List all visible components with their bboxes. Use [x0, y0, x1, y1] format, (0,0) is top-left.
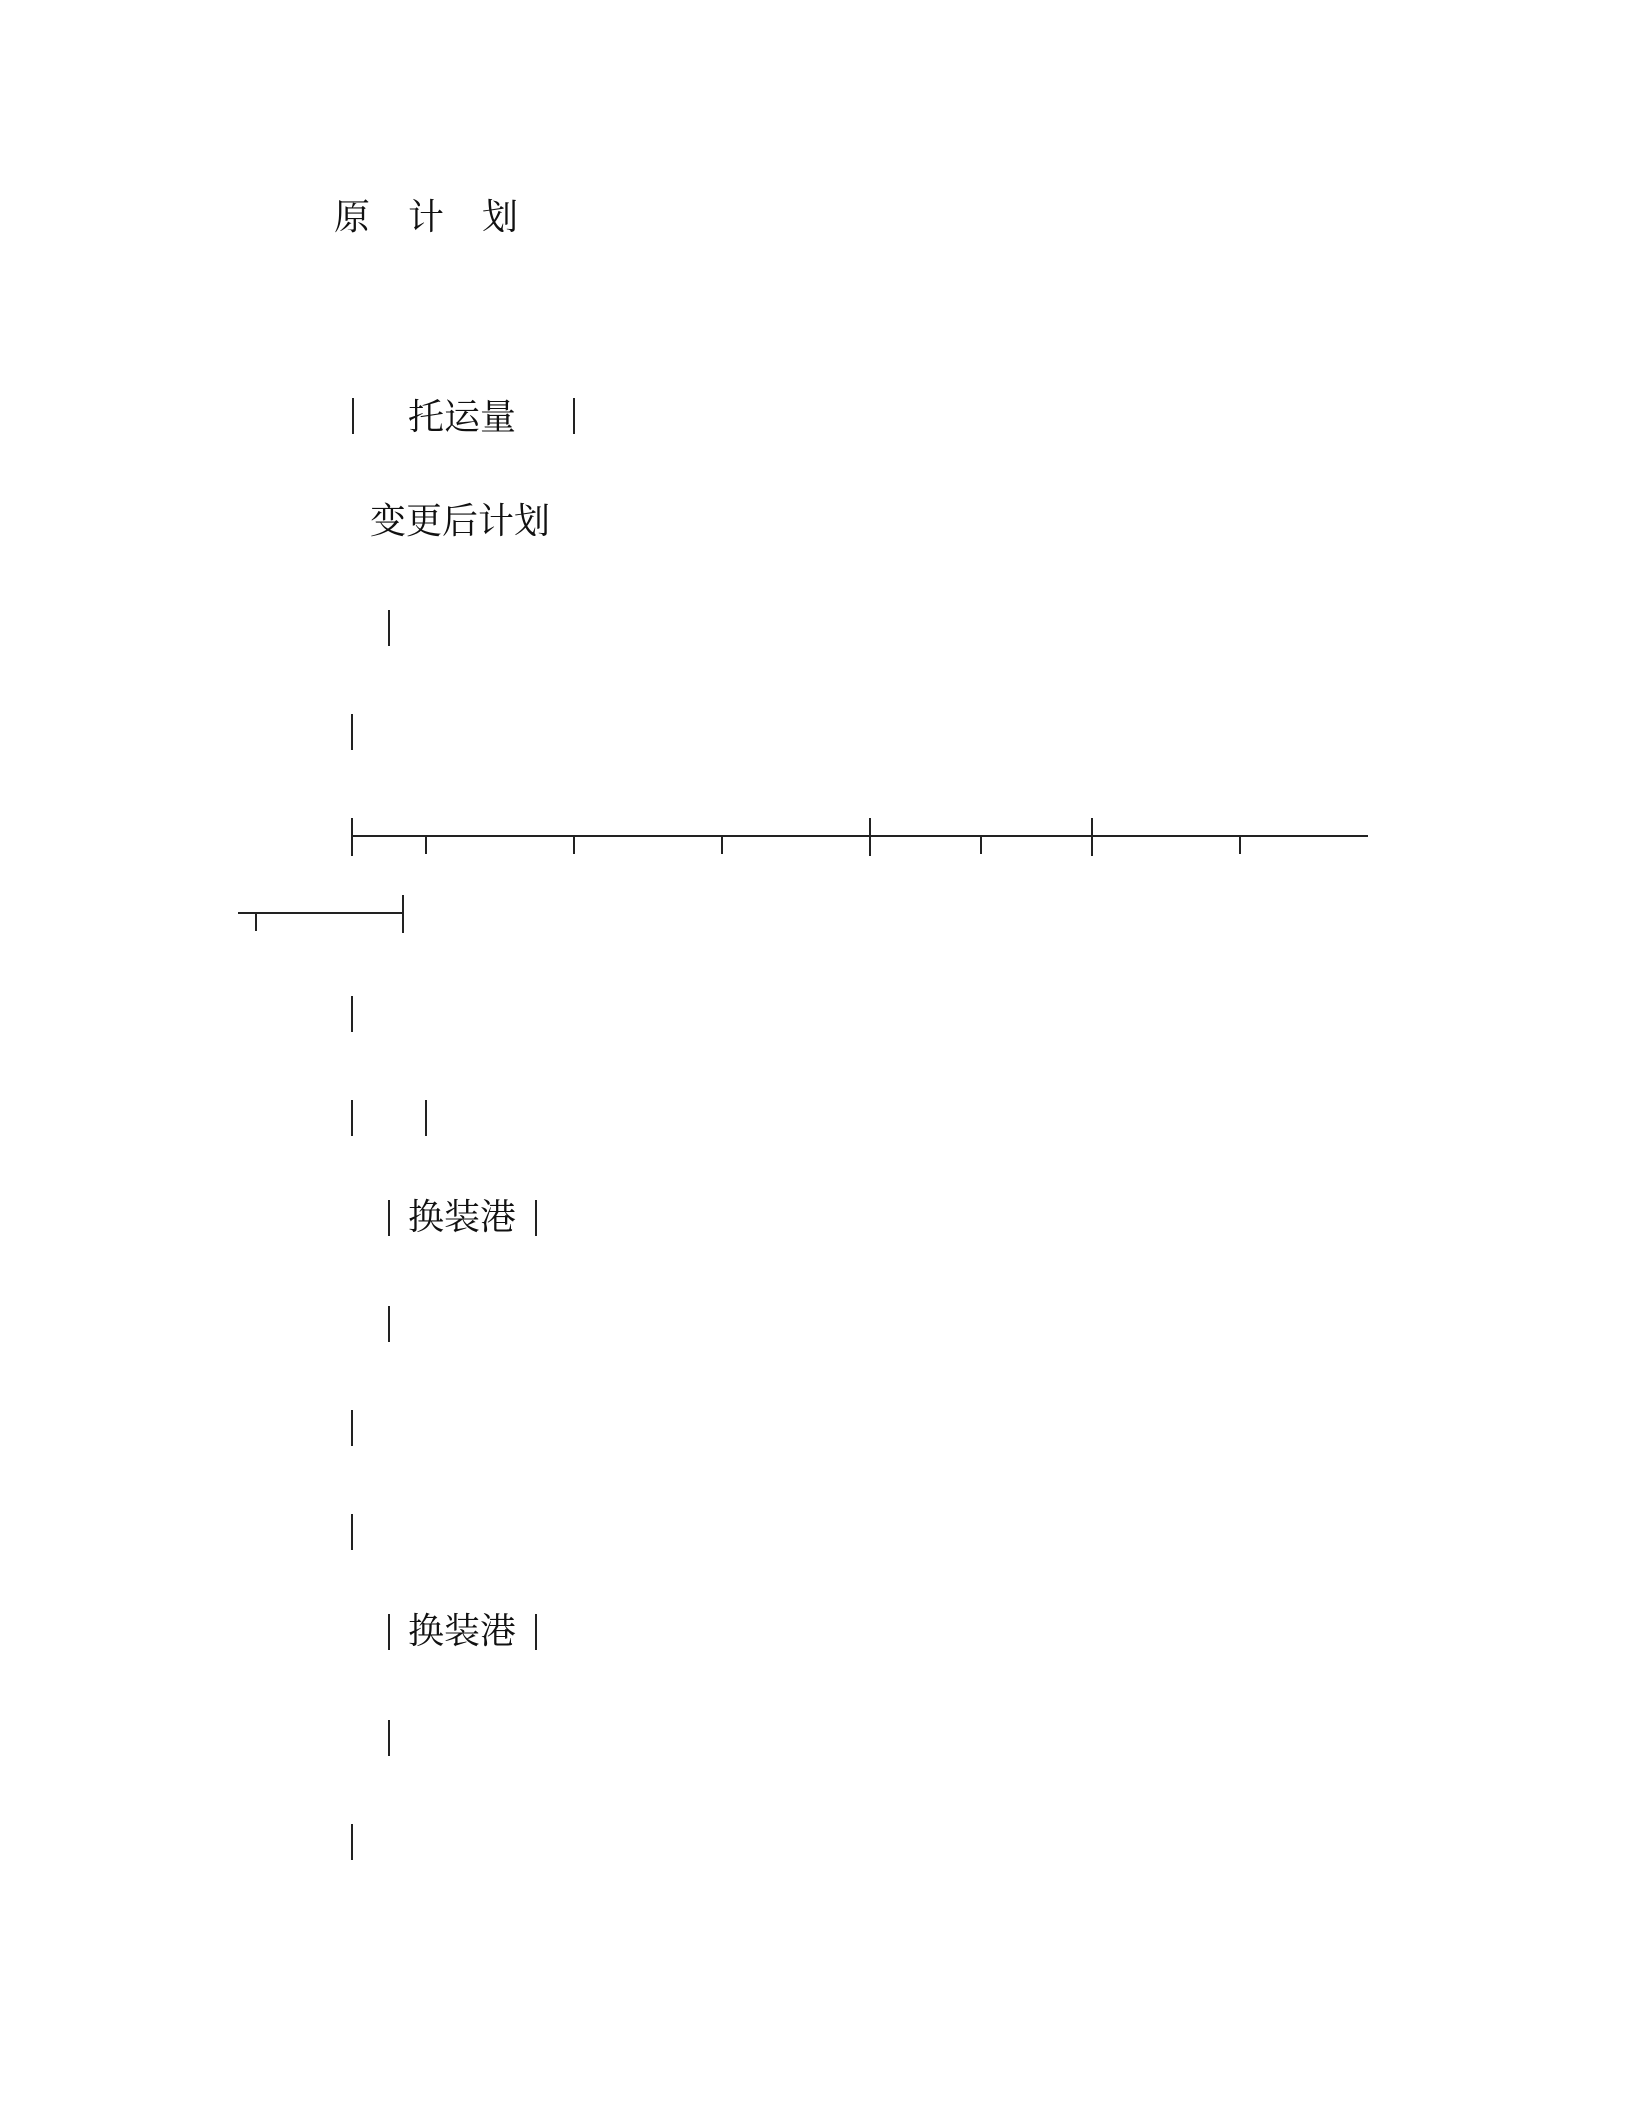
table-border: [388, 610, 390, 646]
table-border: [351, 1514, 353, 1550]
table-border: [351, 1824, 353, 1860]
table-border: [1091, 818, 1093, 856]
table-border: [402, 895, 404, 933]
table-border: [351, 818, 353, 856]
table-tick: [425, 836, 427, 854]
table-border: [535, 1200, 537, 1236]
transshipment-port-label: 换装港: [408, 1197, 517, 1238]
table-border: [573, 398, 575, 434]
table-border: [425, 1100, 427, 1136]
table-border: [351, 996, 353, 1032]
table-tick: [980, 836, 982, 854]
shipment-volume-label: 托运量: [408, 397, 517, 438]
table-tick: [255, 913, 257, 931]
table-border: [351, 1100, 353, 1136]
document-title: 原计划: [334, 197, 557, 238]
table-border: [388, 1720, 390, 1756]
table-tick: [1239, 836, 1241, 854]
table-border: [388, 1200, 390, 1236]
table-tick: [573, 836, 575, 854]
changed-plan-label: 变更后计划: [370, 501, 551, 542]
table-border: [351, 714, 353, 750]
table-border: [535, 1614, 537, 1650]
table-rule: [351, 835, 1368, 837]
table-rule: [238, 912, 404, 914]
table-border: [351, 1410, 353, 1446]
table-border: [352, 398, 354, 434]
transshipment-port-label: 换装港: [408, 1611, 517, 1652]
table-border: [388, 1306, 390, 1342]
table-border: [869, 818, 871, 856]
table-border: [388, 1614, 390, 1650]
table-tick: [721, 836, 723, 854]
